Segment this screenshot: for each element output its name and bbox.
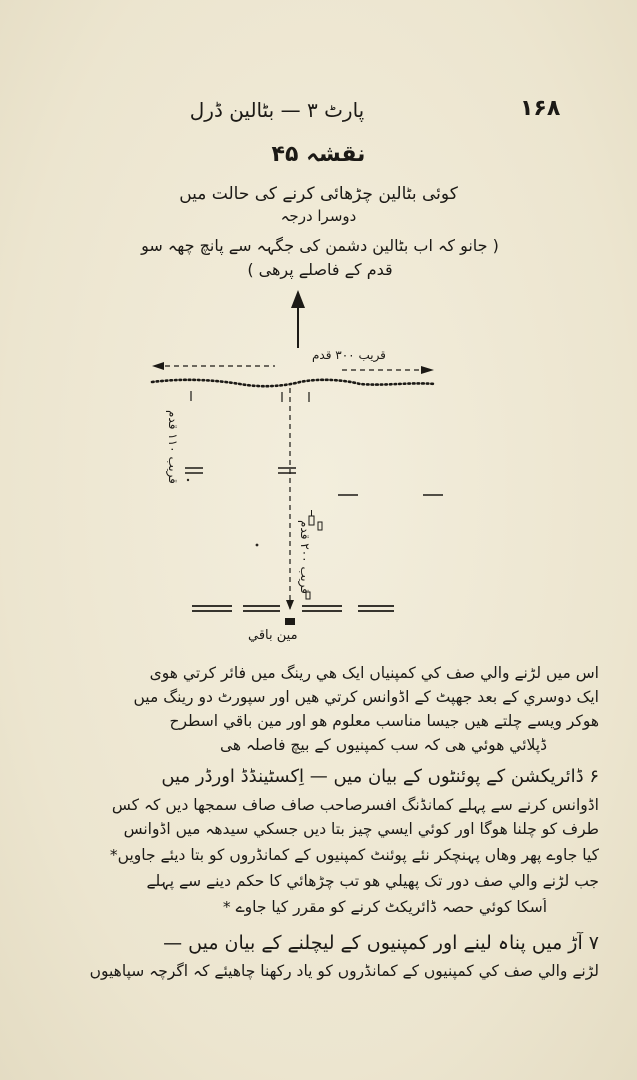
para2-line: اڈوانس کرنے سے پہلے کمانڈنگ افسرصاحب صاف صاف سمجھا دیں کہ کس (111, 796, 599, 814)
page-number: ۱۶۸ (520, 96, 561, 121)
para2-line: کیا جاوے پھر وھاں پہنچکر نئے پوئنٹ کمپنیوں کے کمانڈروں کو بتا دیئے جاویں* (109, 846, 599, 864)
formation-diagram (0, 290, 637, 660)
page-speckles (187, 290, 259, 546)
map-note-line-2: قدم کے فاصلے پرھی ) (247, 260, 393, 279)
map-title: کوئی بٹالین چڑھائی کرنے کی حالت میں (179, 184, 458, 204)
section-6-heading: ۶ ڈائریکشن کے پوئنٹوں کے بیان میں — اِکسٹینڈڈ اورڈر میں (161, 766, 599, 787)
vertical-distance-label-left: قریب ۱۱۰ قدم (166, 410, 180, 484)
para1-line: ڈپلائي ھوئي ھی کہ سب کمپنیوں کے بیچ فاصلہ ھی (219, 736, 547, 754)
distance-label: قریب ۳۰۰ قدم (312, 348, 386, 362)
firing-line (152, 380, 435, 386)
para3-line: لڑنے والي صف کي کمپنیوں کے کمانڈروں کو یاد رکھنا چاھیئے کہ اگرچہ سپاھیوں (89, 962, 599, 980)
vertical-distance-label-right: قریب ۲۰۰ قدم (298, 520, 312, 594)
formation-diagram-svg (0, 290, 637, 660)
firing-line-company-marks (191, 391, 309, 402)
main-body-label: مین باقي (248, 628, 298, 643)
running-header-title: پارٹ ۳ — بٹالین ڈرل (189, 98, 365, 122)
frontage-arrows (152, 362, 434, 374)
para1-line: ایک دوسري کے بعد جھپٹ کے اڈوانس کرتي ھیں اور سپورٹ دو رینگ میں (133, 688, 599, 706)
main-body-lines (192, 606, 394, 611)
commander-marker (285, 618, 295, 625)
map-note-line-1: ( جانو کہ اب بٹالین دشمن کی جگہہ سے پانچ چھہ سو (141, 236, 499, 255)
advance-arrow (291, 290, 305, 348)
supports (185, 468, 443, 495)
map-subtitle: دوسرا درجہ (280, 207, 357, 225)
section-7-heading: ۷ آڑ میں پناہ لینے اور کمپنیوں کے لیچلنے کے بیان میں — (163, 932, 599, 954)
para2-line: اُسکا کوئي حصہ ڈائریکٹ کرنے کو مقرر کیا جاوے * (222, 898, 547, 916)
centre-line-arrowhead (286, 600, 294, 610)
para1-line: اس میں لڑنے والي صف کي کمپنیاں ایک ھي رینگ میں فائر کرتي ھوی (149, 664, 599, 682)
para1-line: ھوکر ویسے چلتے ھیں جیسا مناسب معلوم ھو اور مین باقي اسطرح (169, 712, 599, 730)
map-number: نقشہ ۴۵ (271, 142, 366, 167)
para2-line: جب لڑنے والي صف دور تک پھیلي ھو تب چڑھائي کا حکم دینے سے پہلے (146, 872, 599, 890)
para2-line: طرف کو چلنا ھوگا اور کوئي ایسي چیز بتا دیں جسکي سیدھہ میں اڈوانس (123, 820, 599, 838)
